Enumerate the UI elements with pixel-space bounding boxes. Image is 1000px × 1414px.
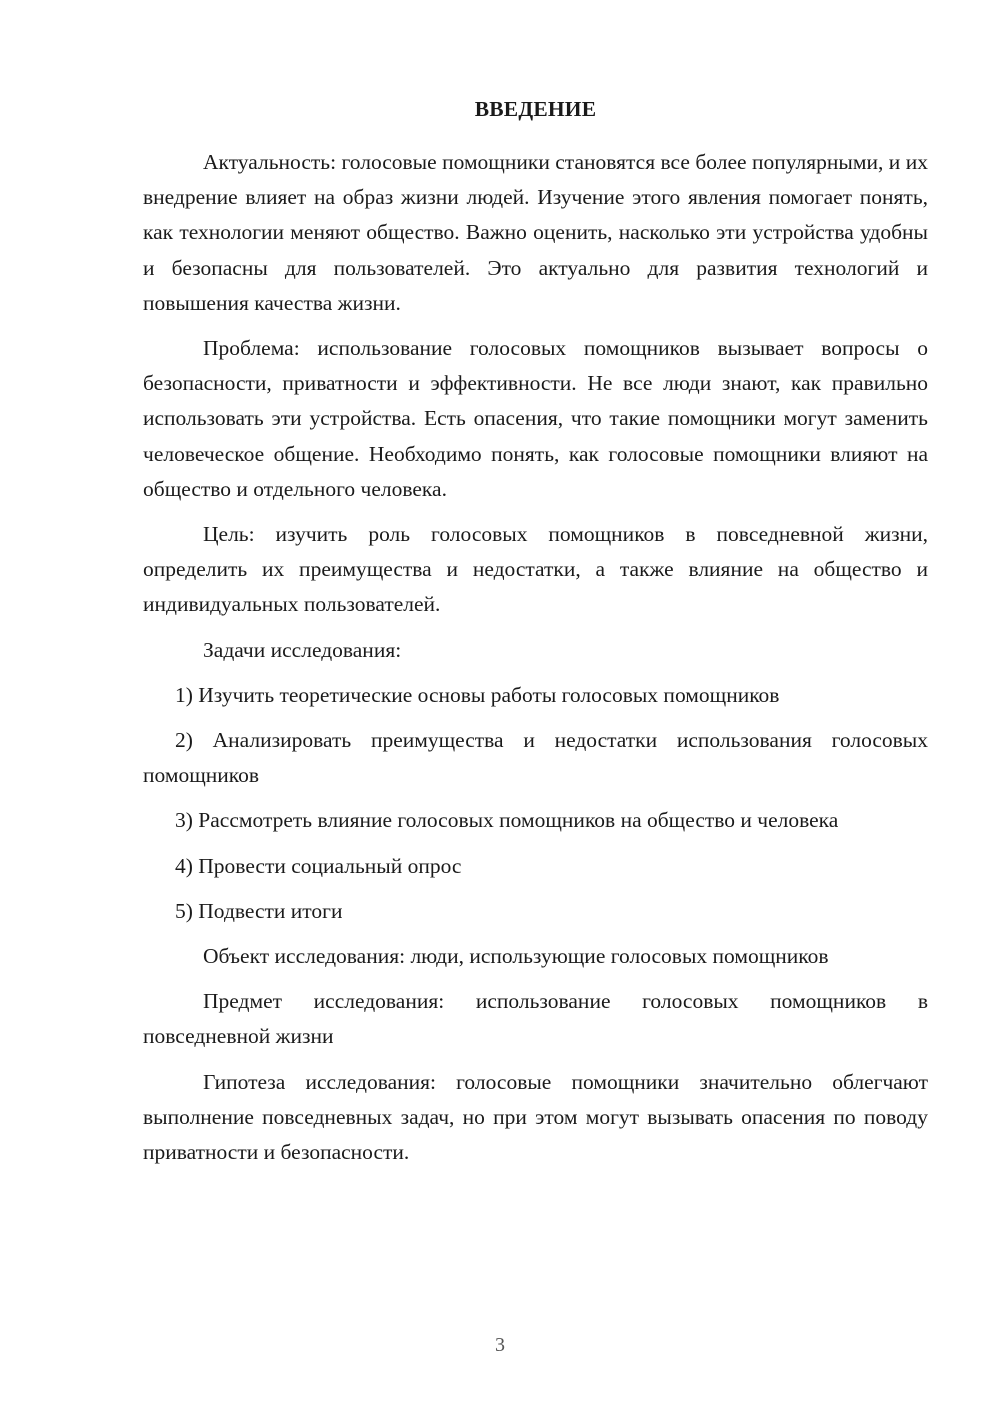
task-item-1: 1) Изучить теоретические основы работы голосовых помощников <box>175 682 780 707</box>
page-number: 3 <box>495 1334 505 1356</box>
hypothesis-paragraph: Гипотеза исследования: голосовые помощники значительно облегчают выполнение повседневных задач, но при этом могут вызывать опасения по поводу приватности и безопасности. <box>143 1069 928 1165</box>
task-item-5: 5) Подвести итоги <box>175 898 343 923</box>
goal-paragraph: Цель: изучить роль голосовых помощников в повседневной жизни, определить их преимущества и недостатки, а также влияние на общество и индивидуальных пользователей. <box>143 522 928 617</box>
problem-paragraph: Проблема: использование голосовых помощников вызывает вопросы о безопасности, приватности и эффективности. Не все люди знают, как правильно использовать эти устройства. Есть опасения, что такие помощники могут заменить человеческое общение. Необходимо понять, как голосовые помощники влияют на общество и отдельного человека. <box>143 336 928 501</box>
tasks-heading: Задачи исследования: <box>203 637 402 662</box>
task-item-4: 4) Провести социальный опрос <box>175 853 462 878</box>
relevance-paragraph: Актуальность: голосовые помощники становятся все более популярными, и их внедрение влияет на образ жизни людей. Изучение этого явления помогает понять, как технологии меняют общество. Важно оценить, насколько эти устройства удобны и безопасны для пользователей. Это актуально для развития технологий и повышения качества жизни. <box>143 150 928 315</box>
task-item-3: 3) Рассмотреть влияние голосовых помощников на общество и человека <box>175 808 839 833</box>
task-item-2: 2) Анализировать преимущества и недостатки использования голосовых помощников <box>143 728 928 788</box>
document-page <box>143 92 928 1180</box>
object-paragraph: Объект исследования: люди, использующие голосовых помощников <box>203 944 829 969</box>
subject-paragraph: Предмет исследования: использование голосовых помощников в повседневной жизни <box>143 989 928 1049</box>
page-title: ВВЕДЕНИЕ <box>474 97 597 121</box>
